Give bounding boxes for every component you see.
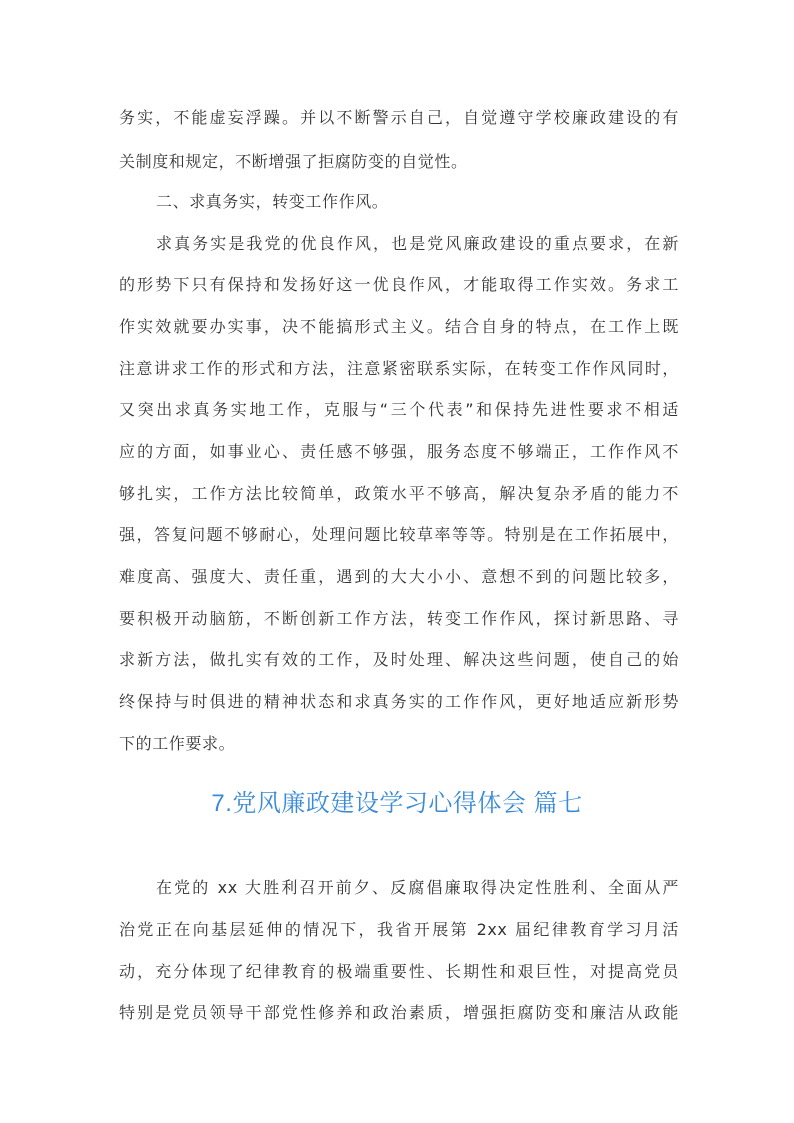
paragraph-line: 难度高、强度大、责任重，遇到的大大小小、意想不到的问题比较多，	[119, 567, 679, 586]
paragraph-line: 下的工作要求。	[119, 734, 236, 753]
section-heading: 二、求真务实，转变工作作风。	[156, 192, 389, 211]
paragraph-line: 在党的 xx 大胜利召开前夕、反腐倡廉取得决定性胜利、全面从严	[156, 878, 679, 897]
paragraph-line: 求新方法，做扎实有效的工作，及时处理、解决这些问题，使自己的始	[119, 650, 679, 669]
paragraph-line: 治党正在向基层延伸的情况下，我省开展第 2xx 届纪律教育学习月活	[119, 920, 679, 939]
paragraph-line: 的形势下只有保持和发扬好这一优良作风，才能取得工作实效。务求工	[119, 275, 679, 294]
paragraph-line: 特别是党员领导干部党性修养和政治素质，增强拒腐防变和廉洁从政能	[119, 1003, 679, 1022]
paragraph-line: 作实效就要办实事，决不能搞形式主义。结合自身的特点，在工作上既	[119, 317, 679, 336]
paragraph-line: 要积极开动脑筋，不断创新工作方法，转变工作作风，探讨新思路、寻	[119, 609, 679, 628]
paragraph-line: 务实，不能虚妄浮躁。并以不断警示自己，自觉遵守学校廉政建设的有	[119, 108, 679, 127]
paragraph-line: 求真务实是我党的优良作风，也是党风廉政建设的重点要求，在新	[156, 234, 679, 253]
paragraph-line: 够扎实，工作方法比较简单，政策水平不够高，解决复杂矛盾的能力不	[119, 484, 679, 503]
paragraph-line: 应的方面，如事业心、责任感不够强，服务态度不够端正，工作作风不	[119, 442, 679, 461]
paragraph-line: 强，答复问题不够耐心，处理问题比较草率等等。特别是在工作拓展中，	[119, 525, 679, 544]
paragraph-line: 动，充分体现了纪律教育的极端重要性、长期性和艰巨性，对提高党员	[119, 962, 679, 981]
paragraph-line: 又突出求真务实地工作，克服与“三个代表”和保持先进性要求不相适	[119, 400, 679, 419]
article-title: 7.党风廉政建设学习心得体会 篇七	[211, 790, 583, 817]
paragraph-line: 终保持与时俱进的精神状态和求真务实的工作作风，更好地适应新形势	[119, 692, 679, 711]
paragraph-line: 注意讲求工作的形式和方法，注意紧密联系实际，在转变工作作风同时，	[119, 359, 679, 378]
paragraph-line: 关制度和规定，不断增强了拒腐防变的自觉性。	[119, 152, 468, 171]
